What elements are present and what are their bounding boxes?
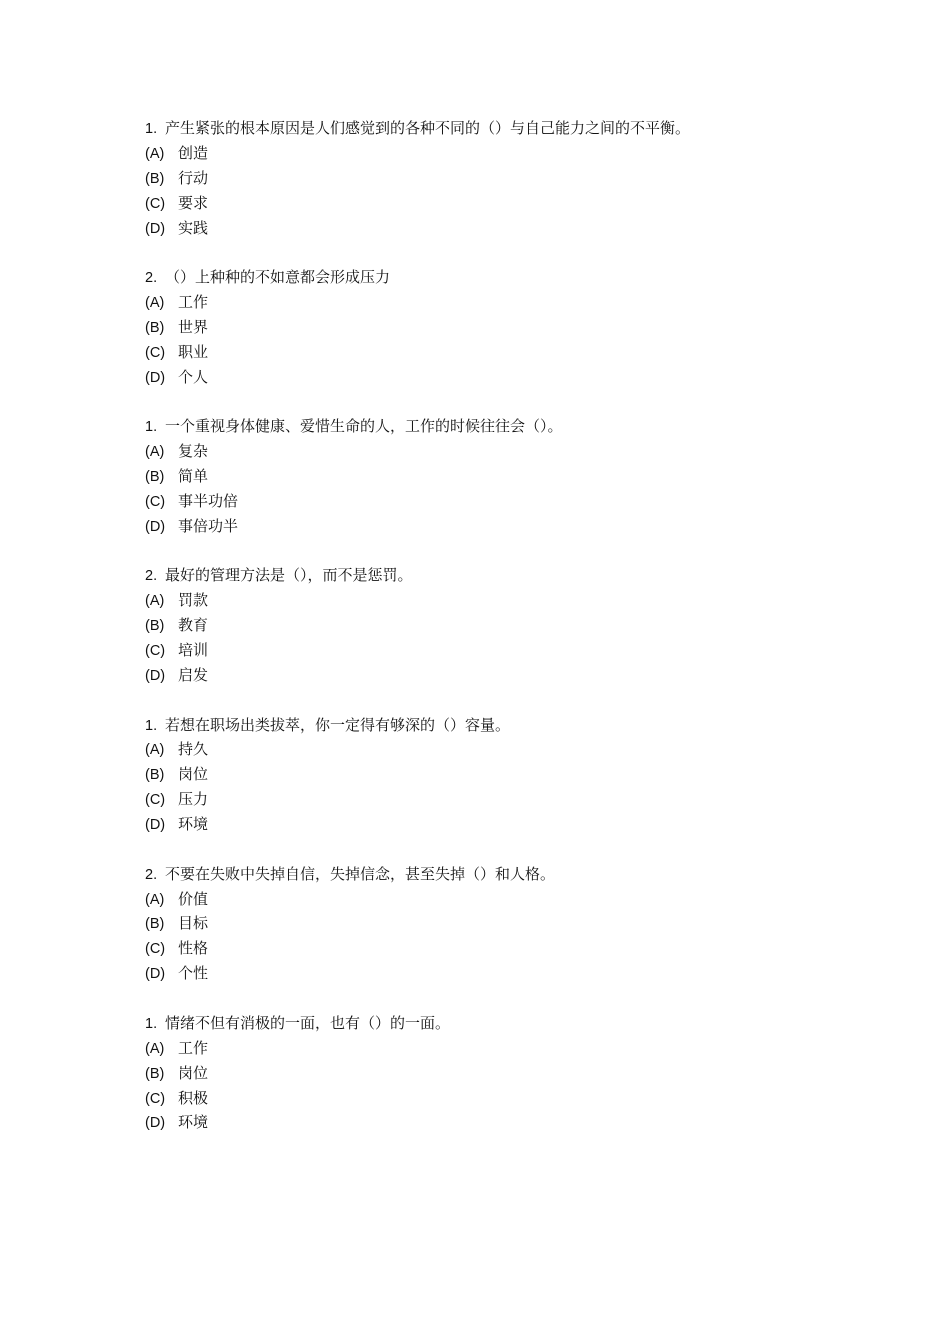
option-label: (D) bbox=[145, 966, 166, 983]
option-label: (D) bbox=[145, 220, 166, 237]
question-list bbox=[145, 116, 845, 1160]
option-label: (A) bbox=[145, 145, 165, 162]
option-label: (C) bbox=[145, 195, 166, 212]
option-label: (A) bbox=[145, 295, 165, 312]
option-a bbox=[145, 887, 845, 912]
option-label: (B) bbox=[145, 618, 165, 635]
question-number: 1. bbox=[145, 1015, 158, 1032]
question-number: 1. bbox=[145, 419, 158, 436]
question-block bbox=[145, 116, 845, 240]
question-stem bbox=[145, 414, 845, 439]
question-text: 若想在职场出类拔萃，你一定得有够深的（）容量。 bbox=[165, 715, 511, 734]
option-label: (B) bbox=[145, 469, 165, 486]
question-number: 2. bbox=[145, 270, 158, 287]
option-a bbox=[145, 439, 845, 464]
question-number: 2. bbox=[145, 568, 158, 585]
option-label: (A) bbox=[145, 593, 165, 610]
option-text: 简单 bbox=[178, 467, 209, 486]
option-c bbox=[145, 1086, 845, 1111]
option-d bbox=[145, 1110, 845, 1135]
option-label: (C) bbox=[145, 493, 166, 510]
option-label: (D) bbox=[145, 369, 166, 386]
option-label: (C) bbox=[145, 344, 166, 361]
question-text: 一个重视身体健康、爱惜生命的人，工作的时候往往会（）。 bbox=[165, 417, 563, 436]
option-text: 教育 bbox=[178, 616, 209, 635]
option-label: (D) bbox=[145, 667, 166, 684]
option-label: (C) bbox=[145, 792, 166, 809]
question-stem bbox=[145, 1011, 845, 1036]
option-c bbox=[145, 340, 845, 365]
option-text: 压力 bbox=[178, 790, 209, 809]
option-a bbox=[145, 141, 845, 166]
option-d bbox=[145, 961, 845, 986]
option-a bbox=[145, 588, 845, 613]
option-text: 行动 bbox=[178, 168, 209, 187]
option-label: (C) bbox=[145, 643, 166, 660]
option-text: 事半功倍 bbox=[178, 491, 239, 510]
option-text: 世界 bbox=[178, 317, 209, 336]
option-label: (D) bbox=[145, 518, 166, 535]
option-d bbox=[145, 514, 845, 539]
question-stem bbox=[145, 563, 845, 588]
option-text: 环境 bbox=[178, 1113, 209, 1132]
question-text: 最好的管理方法是（），而不是惩罚。 bbox=[165, 566, 413, 585]
option-d bbox=[145, 216, 845, 241]
option-b bbox=[145, 315, 845, 340]
option-text: 罚款 bbox=[178, 591, 209, 610]
option-text: 个人 bbox=[178, 367, 209, 386]
option-label: (A) bbox=[145, 891, 165, 908]
option-label: (A) bbox=[145, 444, 165, 461]
option-text: 事倍功半 bbox=[178, 516, 239, 535]
question-stem bbox=[145, 862, 845, 887]
option-b bbox=[145, 911, 845, 936]
option-text: 积极 bbox=[178, 1088, 209, 1107]
option-d bbox=[145, 365, 845, 390]
option-label: (A) bbox=[145, 742, 165, 759]
option-text: 工作 bbox=[178, 1038, 209, 1057]
option-b bbox=[145, 613, 845, 638]
option-text: 职业 bbox=[178, 342, 209, 361]
option-text: 实践 bbox=[178, 218, 209, 237]
question-stem bbox=[145, 265, 845, 290]
option-text: 岗位 bbox=[178, 765, 209, 784]
question-block bbox=[145, 1011, 845, 1135]
option-text: 环境 bbox=[178, 815, 209, 834]
question-text: 情绪不但有消极的一面，也有（）的一面。 bbox=[165, 1013, 451, 1032]
option-label: (A) bbox=[145, 1040, 165, 1057]
option-text: 启发 bbox=[178, 665, 209, 684]
question-stem bbox=[145, 713, 845, 738]
option-label: (B) bbox=[145, 767, 165, 784]
option-text: 复杂 bbox=[178, 442, 209, 461]
question-number: 1. bbox=[145, 121, 158, 137]
option-label: (B) bbox=[145, 916, 165, 933]
option-b bbox=[145, 762, 845, 787]
option-text: 工作 bbox=[178, 293, 209, 312]
question-text: （）上种种的不如意都会形成压力 bbox=[165, 268, 391, 287]
option-text: 个性 bbox=[178, 964, 209, 983]
question-number: 1. bbox=[145, 717, 158, 734]
option-label: (B) bbox=[145, 319, 165, 336]
option-text: 岗位 bbox=[178, 1063, 209, 1082]
option-label: (B) bbox=[145, 1065, 165, 1082]
question-stem bbox=[145, 116, 845, 141]
question-text: 不要在失败中失掉自信，失掉信念，甚至失掉（）和人格。 bbox=[165, 864, 556, 883]
option-text: 要求 bbox=[178, 193, 209, 212]
option-a bbox=[145, 1036, 845, 1061]
question-number: 2. bbox=[145, 866, 158, 883]
option-b bbox=[145, 166, 845, 191]
option-a bbox=[145, 737, 845, 762]
option-label: (D) bbox=[145, 1115, 166, 1132]
question-block bbox=[145, 414, 845, 538]
option-label: (C) bbox=[145, 941, 166, 958]
option-b bbox=[145, 464, 845, 489]
option-label: (D) bbox=[145, 817, 166, 834]
option-text: 创造 bbox=[178, 143, 209, 162]
option-c bbox=[145, 638, 845, 663]
option-text: 持久 bbox=[178, 740, 209, 759]
question-text: 产生紧张的根本原因是人们感觉到的各种不同的（）与自己能力之间的不平衡。 bbox=[165, 119, 691, 137]
question-block bbox=[145, 265, 845, 389]
option-c bbox=[145, 936, 845, 961]
option-label: (B) bbox=[145, 170, 165, 187]
option-text: 价值 bbox=[178, 889, 209, 908]
option-b bbox=[145, 1061, 845, 1086]
question-block bbox=[145, 862, 845, 986]
option-text: 培训 bbox=[178, 641, 209, 660]
option-c bbox=[145, 489, 845, 514]
option-c bbox=[145, 191, 845, 216]
question-block bbox=[145, 713, 845, 837]
option-text: 目标 bbox=[178, 914, 209, 933]
question-block bbox=[145, 563, 845, 687]
option-a bbox=[145, 290, 845, 315]
option-label: (C) bbox=[145, 1090, 166, 1107]
option-d bbox=[145, 812, 845, 837]
option-d bbox=[145, 663, 845, 688]
option-text: 性格 bbox=[178, 939, 209, 958]
option-c bbox=[145, 787, 845, 812]
